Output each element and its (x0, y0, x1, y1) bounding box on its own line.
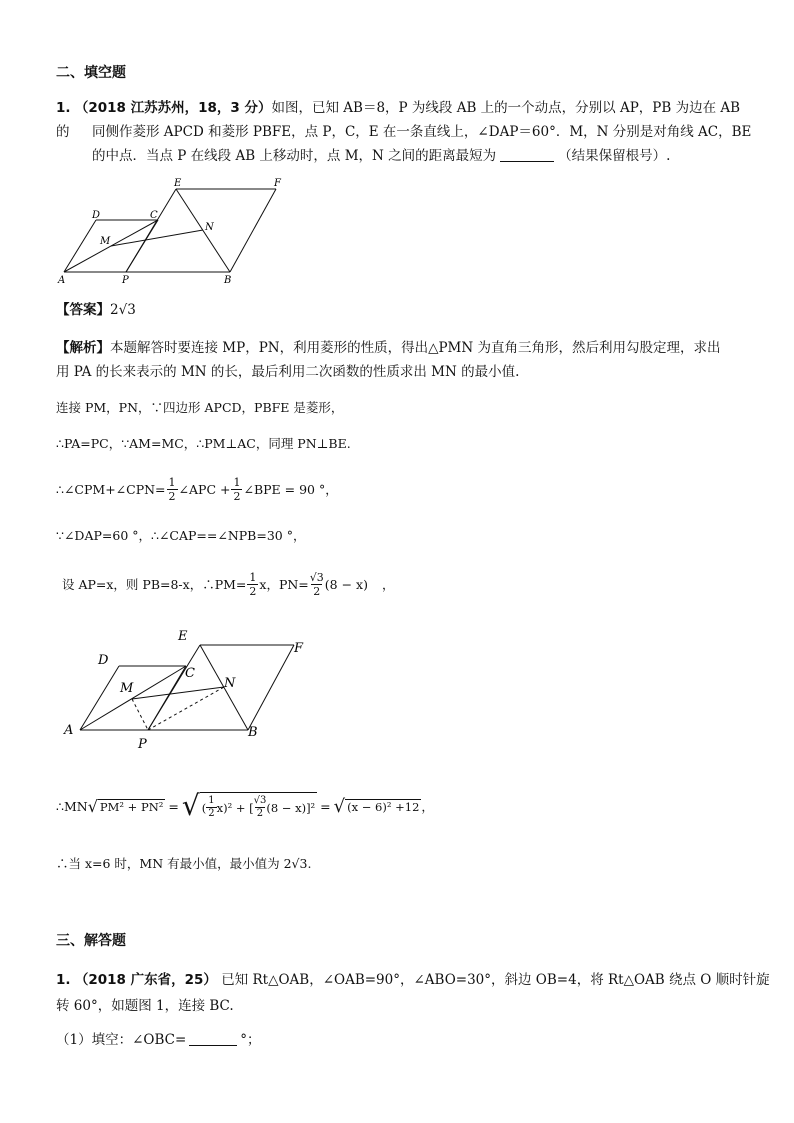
step-6c: = (168, 798, 179, 814)
answer-value: 2√3 (110, 302, 136, 318)
step-5 (62, 566, 394, 602)
frac-den: 2 (249, 584, 257, 598)
fig1-label-A: A (58, 275, 66, 286)
frac-den: 2 (233, 489, 241, 503)
step-5c: (8 − x) (324, 576, 368, 592)
fig2-label-E: E (178, 629, 188, 644)
step-6 (56, 786, 434, 826)
frac-root3-1 (310, 571, 324, 598)
step-6i: ， (421, 799, 434, 814)
sqrt-3 (334, 796, 422, 817)
fig2-label-D: D (98, 653, 109, 668)
sqrt-2-body (200, 792, 317, 820)
fig2-label-A: A (64, 723, 74, 738)
fig2-label-B: B (248, 725, 258, 740)
frac-num: 1 (208, 795, 215, 806)
fig1-label-P: P (122, 275, 129, 286)
step-6e: x)² + [ (216, 800, 254, 815)
question-text-line3 (92, 144, 752, 168)
section-title-fill: 二、填空题 (56, 65, 126, 81)
step-5a: 设 AP=x，则 PB=8-x，∴PM= (62, 577, 247, 592)
sqrt-sign-icon: √ (333, 795, 346, 817)
answer-tag: 【答案】 (56, 302, 110, 318)
fig1-label-F: F (274, 178, 281, 189)
step-5d: ， (381, 577, 395, 592)
frac-half-4 (206, 795, 216, 820)
step-6a: ∴MN (56, 798, 88, 814)
fig2-label-M: M (120, 681, 134, 696)
frac-num: 1 (168, 475, 176, 489)
frac-half-3 (247, 571, 258, 598)
fig2-label-P: P (138, 737, 147, 752)
question-source: （2018 广东省，25） (74, 972, 217, 988)
question-number: 1. (56, 100, 71, 116)
frac-den: 2 (313, 584, 321, 598)
step-6b: PM² + PN² (99, 799, 164, 814)
question-2-sub1a: （1）填空：∠OBC= (56, 1032, 187, 1048)
figure-1-rhombus (50, 176, 290, 286)
fig1-label-C: C (150, 210, 158, 221)
frac-num: 1 (249, 570, 257, 584)
step-2: ∴PA=PC，∵AM=MC，∴PM⊥AC，同理 PN⊥BE. (56, 436, 351, 451)
fig1-label-B: B (224, 275, 232, 286)
step-4: ∵∠DAP=60 °，∴∠CAP==∠NPB=30 °， (56, 528, 306, 543)
step-3 (56, 472, 338, 506)
frac-half-2 (231, 476, 242, 503)
question-2 (56, 968, 770, 992)
analysis-line1 (56, 336, 746, 360)
answer-line (56, 298, 136, 322)
sqrt-sign-icon: √ (181, 789, 200, 822)
frac-half-1 (167, 476, 178, 503)
frac-num: √3 (309, 570, 324, 584)
step-6g: = (320, 798, 331, 814)
sqrt-2 (181, 789, 317, 822)
frac-root3-2 (254, 795, 267, 820)
analysis-text2: 用 PA 的长来表示的 MN 的长，最后利用二次函数的性质求出 MN 的最小值. (56, 364, 520, 380)
fig2-label-N: N (224, 676, 236, 691)
step-5b: x，PN= (259, 577, 309, 592)
step-6f: (8 − x)]² (266, 800, 316, 815)
question-text-line1: 如图，已知 AB＝8，P 为线段 AB 上的一个动点，分别以 AP，PB 为边在 AB 的 (56, 100, 741, 140)
step-6d: ( (201, 800, 207, 815)
question-2-sub1 (56, 1028, 261, 1052)
question-text-line2: 同侧作菱形 APCD 和菱形 PBFE，点 P，C，E 在一条直线上，∠DAP＝60°．M，N 分别是对角线 AC，BE (92, 124, 752, 140)
question-2-line1: 已知 Rt△OAB，∠OAB=90°，∠ABO=30°，斜边 OB=4，将 Rt△OAB 绕点 O 顺时针旋 (221, 972, 770, 988)
analysis-tag: 【解析】 (56, 340, 110, 356)
step-3c: ∠BPE = 90 °， (243, 482, 338, 497)
sqrt-1 (88, 797, 166, 816)
figure-2-rhombus-dashed (58, 624, 348, 754)
question-2-line2: 转 60°，如题图 1，连接 BC. (56, 998, 234, 1014)
frac-num: 1 (233, 475, 241, 489)
step-3a: ∴∠CPM+∠CPN= (56, 481, 166, 497)
fig1-label-N: N (205, 222, 214, 233)
sqrt-sign-icon: √ (87, 796, 98, 816)
fig2-label-C: C (185, 666, 195, 681)
fig1-label-M: M (100, 236, 111, 247)
fig1-label-D: D (92, 210, 101, 221)
step-7: ∴当 x=6 时，MN 有最小值，最小值为 2√3. (56, 856, 312, 871)
question-2-sub1b: °； (240, 1032, 261, 1048)
step-1: 连接 PM，PN，∵四边形 APCD，PBFE 是菱形， (56, 400, 344, 415)
question-text-line3b: （结果保留根号）. (558, 148, 671, 164)
fig1-label-E: E (174, 178, 182, 189)
section-title-solve: 三、解答题 (56, 933, 126, 949)
answer-blank (500, 147, 554, 162)
answer-blank (189, 1031, 237, 1046)
question-source: （2018 江苏苏州，18，3 分） (74, 100, 272, 116)
question-text-line3a: 的中点．当点 P 在线段 AB 上移动时，点 M，N 之间的距离最短为 (92, 148, 497, 164)
question-number: 1. (56, 972, 71, 988)
analysis-text1: 本题解答时要连接 MP，PN，利用菱形的性质，得出△PMN 为直角三角形，然后利用勾股定理，求出 (110, 340, 721, 356)
frac-den: 2 (256, 808, 264, 819)
fig2-label-F: F (294, 641, 304, 656)
step-6h: (x − 6)² +12 (347, 799, 420, 814)
frac-den: 2 (208, 808, 215, 819)
frac-num: √3 (253, 795, 267, 806)
step-3b: ∠APC + (178, 481, 231, 497)
frac-den: 2 (168, 489, 176, 503)
